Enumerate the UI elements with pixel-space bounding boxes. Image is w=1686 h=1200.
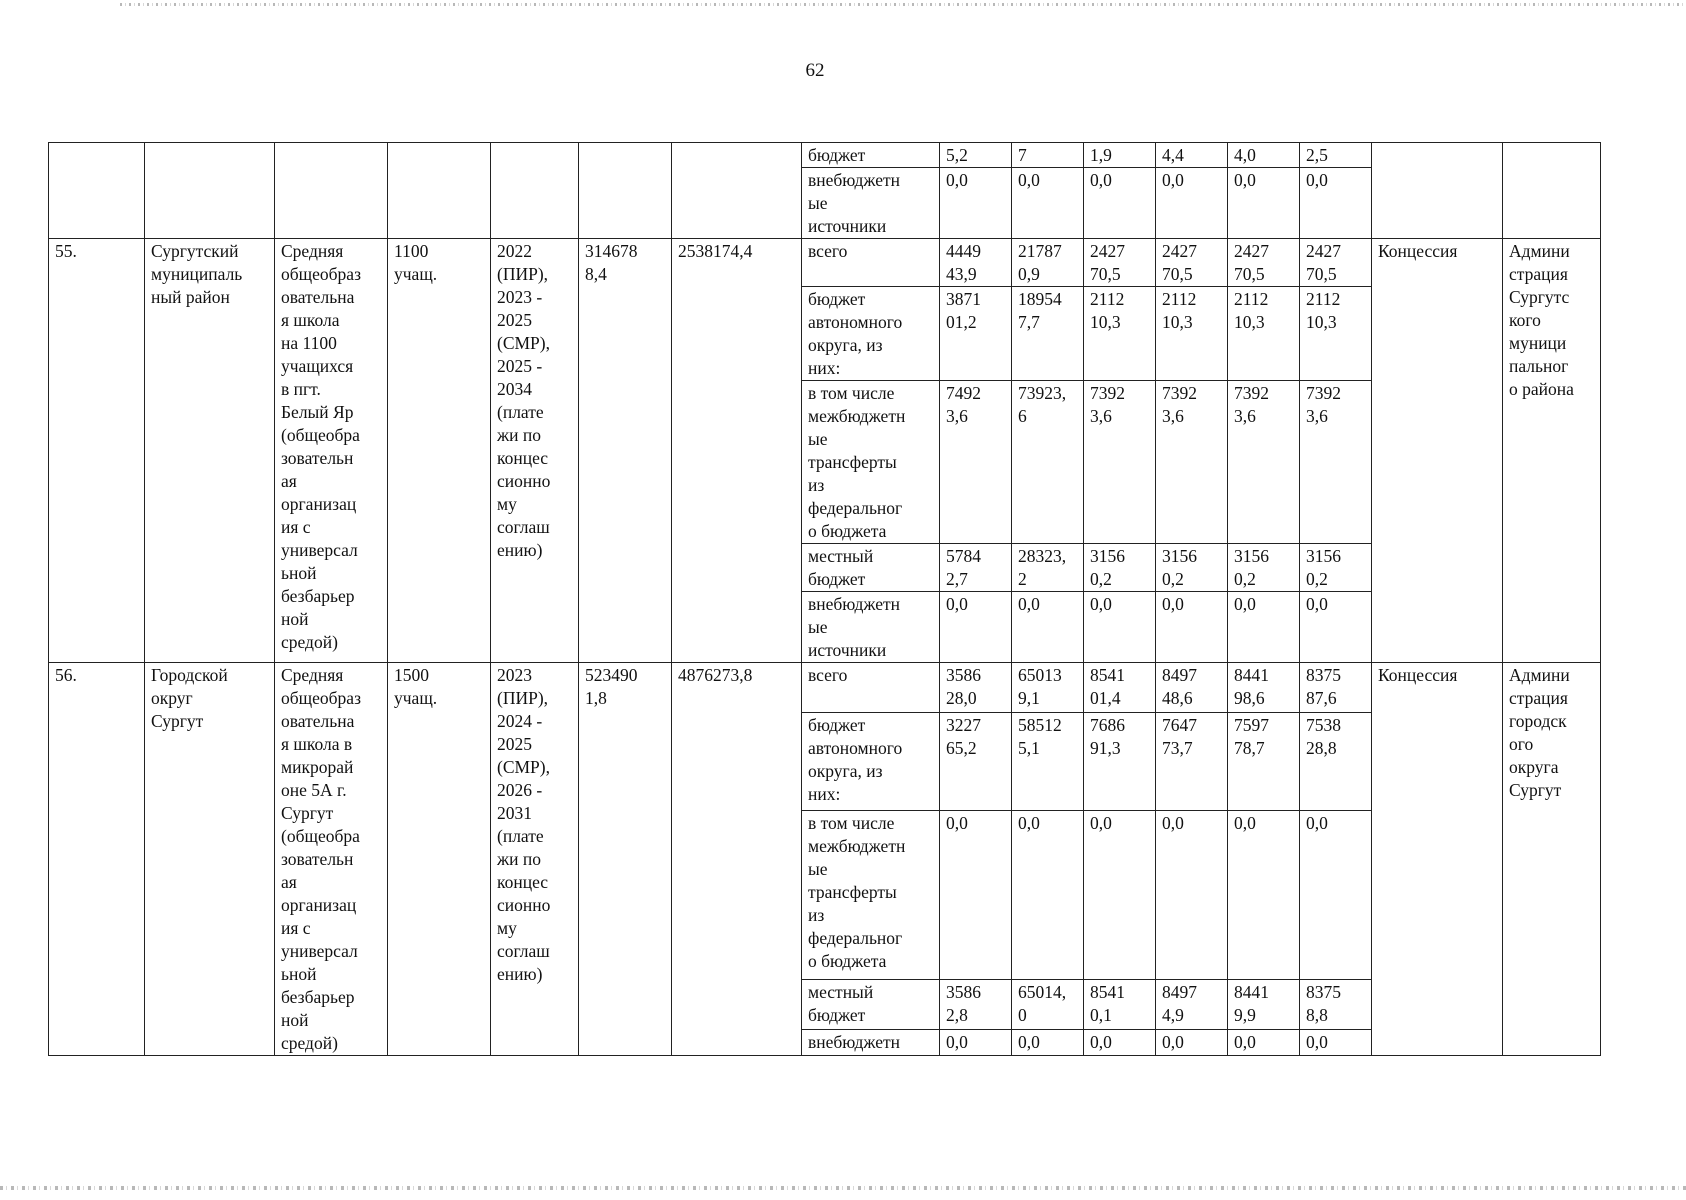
funding-source-label: всего [802,663,940,713]
value-cell: 0,0 [940,810,1012,979]
value-cell: 7538 28,8 [1300,712,1372,810]
value-cell: 2112 10,3 [1300,287,1372,381]
value-cell: 8375 8,8 [1300,980,1372,1030]
value-cell: 0,0 [940,592,1012,663]
value-cell: 65013 9,1 [1012,663,1084,713]
object-name: Средняя общеобраз овательна я школа в микрорай оне 5А г. Сургут (общеобра зовательн ая организац ия с универсал ьной безбарьер ной средой) [275,663,388,1056]
cost-cell [579,143,672,239]
value-cell: 8541 0,1 [1084,980,1156,1030]
value-cell: 8497 4,9 [1156,980,1228,1030]
value-cell: 7597 78,7 [1228,712,1300,810]
value-cell: 5784 2,7 [940,544,1012,592]
value-cell: 2,5 [1300,143,1372,168]
mechanism-cell [1372,143,1503,239]
value-cell: 4,0 [1228,143,1300,168]
value-cell: 18954 7,7 [1012,287,1084,381]
value-cell: 8441 98,6 [1228,663,1300,713]
value-cell: 0,0 [1084,168,1156,239]
value-cell: 8541 01,4 [1084,663,1156,713]
project-number: 56. [49,663,145,1056]
funding-source-label: внебюджетн ые источники [802,592,940,663]
object-name: Средняя общеобраз овательна я школа на 1100 учащихся в пгт. Белый Яр (общеобра зовательн ая организац ия с универсал ьной безбарьер ной средой) [275,239,388,663]
investment-projects-table [48,142,1601,1056]
project-cost: 314678 8,4 [579,239,672,663]
value-cell: 0,0 [1228,168,1300,239]
value-cell: 4449 43,9 [940,239,1012,287]
value-cell: 2427 70,5 [1156,239,1228,287]
value-cell: 3586 2,8 [940,980,1012,1030]
municipality-name: Сургутский муниципаль ный район [145,239,275,663]
value-cell: 0,0 [1156,810,1228,979]
value-cell: 0,0 [1228,810,1300,979]
scan-edge-top [120,3,1686,6]
capacity: 1100 учащ. [388,239,491,663]
carry-row [49,143,1601,168]
value-cell: 0,0 [1084,592,1156,663]
value-cell: 0,0 [1300,592,1372,663]
capacity: 1500 учащ. [388,663,491,1056]
page-number: 62 [805,60,825,81]
value-cell: 2112 10,3 [1228,287,1300,381]
value-cell: 8375 87,6 [1300,663,1372,713]
funding-source-label: внебюджетн [802,1029,940,1055]
municipality-cell [145,143,275,239]
value-cell: 0,0 [1300,810,1372,979]
value-cell: 7686 91,3 [1084,712,1156,810]
value-cell: 73923, 6 [1012,381,1084,544]
value-cell: 5,2 [940,143,1012,168]
value-cell: 3156 0,2 [1300,544,1372,592]
value-cell: 3871 01,2 [940,287,1012,381]
value-cell: 0,0 [1012,592,1084,663]
value-cell: 3156 0,2 [1156,544,1228,592]
total-cell [672,143,802,239]
value-cell: 58512 5,1 [1012,712,1084,810]
value-cell: 21787 0,9 [1012,239,1084,287]
value-cell: 7392 3,6 [1228,381,1300,544]
responsible-body: Админи страция Сургутс кого муници пальног о района [1503,239,1601,663]
responsible-cell [1503,143,1601,239]
value-cell: 2427 70,5 [1228,239,1300,287]
object-cell [275,143,388,239]
value-cell: 0,0 [940,168,1012,239]
value-cell: 0,0 [1228,1029,1300,1055]
value-cell: 0,0 [1156,1029,1228,1055]
value-cell: 0,0 [1084,810,1156,979]
value-cell: 7 [1012,143,1084,168]
implementation-period: 2023 (ПИР), 2024 - 2025 (СМР), 2026 - 2031 (плате жи по концес сионно му соглаш ению) [491,663,579,1056]
value-cell: 0,0 [1156,592,1228,663]
value-cell: 1,9 [1084,143,1156,168]
project-row [49,239,1601,287]
value-cell: 0,0 [940,1029,1012,1055]
value-cell: 2427 70,5 [1300,239,1372,287]
responsible-body: Админи страция городск ого округа Сургут [1503,663,1601,1056]
value-cell: 0,0 [1012,1029,1084,1055]
value-cell: 3156 0,2 [1084,544,1156,592]
value-cell: 0,0 [1300,168,1372,239]
mechanism: Концессия [1372,663,1503,1056]
funding-source-label: бюджет автономного округа, из них: [802,712,940,810]
funding-source-label: бюджет автономного округа, из них: [802,287,940,381]
value-cell: 2427 70,5 [1084,239,1156,287]
value-cell: 0,0 [1156,168,1228,239]
value-cell: 2112 10,3 [1084,287,1156,381]
value-cell: 3227 65,2 [940,712,1012,810]
project-cost: 523490 1,8 [579,663,672,1056]
total-amount: 4876273,8 [672,663,802,1056]
value-cell: 0,0 [1012,168,1084,239]
value-cell: 3156 0,2 [1228,544,1300,592]
funding-source-label: бюджет [802,143,940,168]
scan-edge-bottom [0,1186,1686,1190]
funding-source-label: всего [802,239,940,287]
funding-source-label: в том числе межбюджетн ые трансферты из федеральног о бюджета [802,381,940,544]
funding-source-label: в том числе межбюджетн ые трансферты из федеральног о бюджета [802,810,940,979]
funding-source-label: местный бюджет [802,980,940,1030]
value-cell: 4,4 [1156,143,1228,168]
period-cell [491,143,579,239]
value-cell: 7492 3,6 [940,381,1012,544]
value-cell: 0,0 [1300,1029,1372,1055]
value-cell: 7647 73,7 [1156,712,1228,810]
project-number: 55. [49,239,145,663]
funding-source-label: внебюджетн ые источники [802,168,940,239]
municipality-name: Городской округ Сургут [145,663,275,1056]
value-cell: 65014, 0 [1012,980,1084,1030]
num-cell [49,143,145,239]
value-cell: 0,0 [1228,592,1300,663]
value-cell: 28323, 2 [1012,544,1084,592]
value-cell: 0,0 [1084,1029,1156,1055]
project-row [49,663,1601,713]
value-cell: 3586 28,0 [940,663,1012,713]
value-cell: 7392 3,6 [1156,381,1228,544]
value-cell: 7392 3,6 [1300,381,1372,544]
implementation-period: 2022 (ПИР), 2023 - 2025 (СМР), 2025 - 2034 (плате жи по концес сионно му соглаш ению) [491,239,579,663]
funding-source-label: местный бюджет [802,544,940,592]
total-amount: 2538174,4 [672,239,802,663]
value-cell: 8441 9,9 [1228,980,1300,1030]
value-cell: 0,0 [1012,810,1084,979]
value-cell: 7392 3,6 [1084,381,1156,544]
mechanism: Концессия [1372,239,1503,663]
value-cell: 2112 10,3 [1156,287,1228,381]
capacity-cell [388,143,491,239]
value-cell: 8497 48,6 [1156,663,1228,713]
